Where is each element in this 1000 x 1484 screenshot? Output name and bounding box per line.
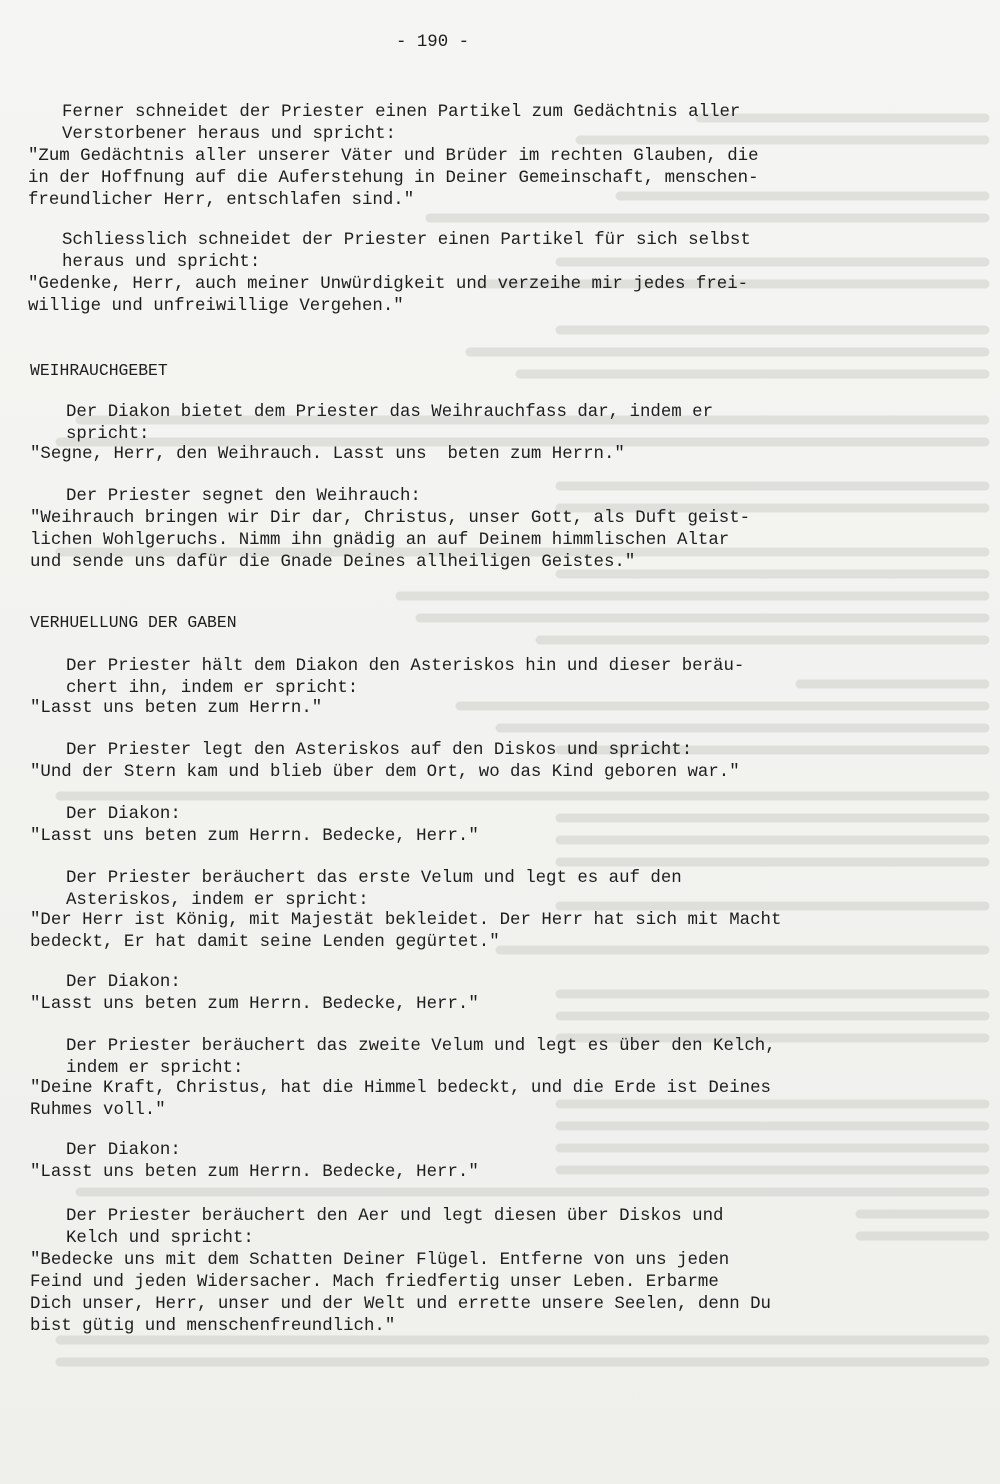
quote-line: "Der Herr ist König, mit Majestät bekleidet. Der Herr hat sich mit Macht [30,911,782,930]
quote-line: willige und unfreiwillige Vergehen." [28,297,404,316]
paragraph-line: Der Diakon: [66,973,181,992]
paragraph-line: Der Priester segnet den Weihrauch: [66,487,421,506]
quote-line: Feind und jeden Widersacher. Mach friedfertig unser Leben. Erbarme [30,1273,719,1292]
section-heading: VERHUELLUNG DER GABEN [30,613,237,632]
quote-line: "Lasst uns beten zum Herrn." [30,699,323,718]
paragraph-line: chert ihn, indem er spricht: [66,679,359,698]
quote-line: bist gütig und menschenfreundlich." [30,1317,396,1336]
quote-line: "Weihrauch bringen wir Dir dar, Christus, unser Gott, als Duft geist- [30,509,751,528]
quote-line: "Gedenke, Herr, auch meiner Unwürdigkeit und verzeihe mir jedes frei- [28,275,749,294]
paragraph-line: Der Priester beräuchert das erste Velum und legt es auf den [66,869,682,888]
quote-line: "Lasst uns beten zum Herrn. Bedecke, Herr." [30,995,479,1014]
quote-line: "Bedecke uns mit dem Schatten Deiner Flügel. Entferne von uns jeden [30,1251,730,1270]
quote-line: "Deine Kraft, Christus, hat die Himmel bedeckt, und die Erde ist Deines [30,1079,771,1098]
quote-line: und sende uns dafür die Gnade Deines allheiligen Geistes." [30,553,636,572]
section-heading: WEIHRAUCHGEBET [30,361,168,380]
paragraph-line: Schliesslich schneidet der Priester einen Partikel für sich selbst [62,231,751,250]
quote-line: freundlicher Herr, entschlafen sind." [28,191,415,210]
paragraph-line: Der Priester beräuchert das zweite Velum und legt es über den Kelch, [66,1037,776,1056]
paragraph-line: Der Diakon: [66,805,181,824]
paragraph-line: Verstorbener heraus und spricht: [62,125,396,144]
quote-line: "Lasst uns beten zum Herrn. Bedecke, Herr." [30,827,479,846]
paragraph-line: Der Diakon: [66,1141,181,1160]
paragraph-line: Kelch und spricht: [66,1229,254,1248]
quote-line: lichen Wohlgeruchs. Nimm ihn gnädig an auf Deinem himmlischen Altar [30,531,730,550]
page-number: - 190 - [396,33,470,52]
quote-line: Dich unser, Herr, unser und der Welt und errette unsere Seelen, denn Du [30,1295,771,1314]
quote-line: Ruhmes voll." [30,1101,166,1120]
paragraph-line: Der Diakon bietet dem Priester das Weihrauchfass dar, indem er [66,403,714,422]
quote-line: "Lasst uns beten zum Herrn. Bedecke, Herr." [30,1163,479,1182]
paragraph-line: Der Priester legt den Asteriskos auf den Diskos und spricht: [66,741,693,760]
paragraph-line: Der Priester beräuchert den Aer und legt diesen über Diskos und [66,1207,724,1226]
quote-line: in der Hoffnung auf die Auferstehung in Deiner Gemeinschaft, menschen- [28,169,759,188]
quote-line: bedeckt, Er hat damit seine Lenden gegürtet." [30,933,500,952]
paragraph-line: Asteriskos, indem er spricht: [66,891,369,910]
paragraph-line: heraus und spricht: [62,253,261,272]
paragraph-line: Ferner schneidet der Priester einen Partikel zum Gedächtnis aller [62,103,741,122]
paragraph-line: indem er spricht: [66,1059,244,1078]
paragraph-line: Der Priester hält dem Diakon den Asteriskos hin und dieser beräu- [66,657,745,676]
paragraph-line: spricht: [66,425,150,444]
quote-line: "Segne, Herr, den Weihrauch. Lasst uns beten zum Herrn." [30,445,625,464]
quote-line: "Zum Gedächtnis aller unserer Väter und Brüder im rechten Glauben, die [28,147,759,166]
quote-line: "Und der Stern kam und blieb über dem Ort, wo das Kind geboren war." [30,763,740,782]
